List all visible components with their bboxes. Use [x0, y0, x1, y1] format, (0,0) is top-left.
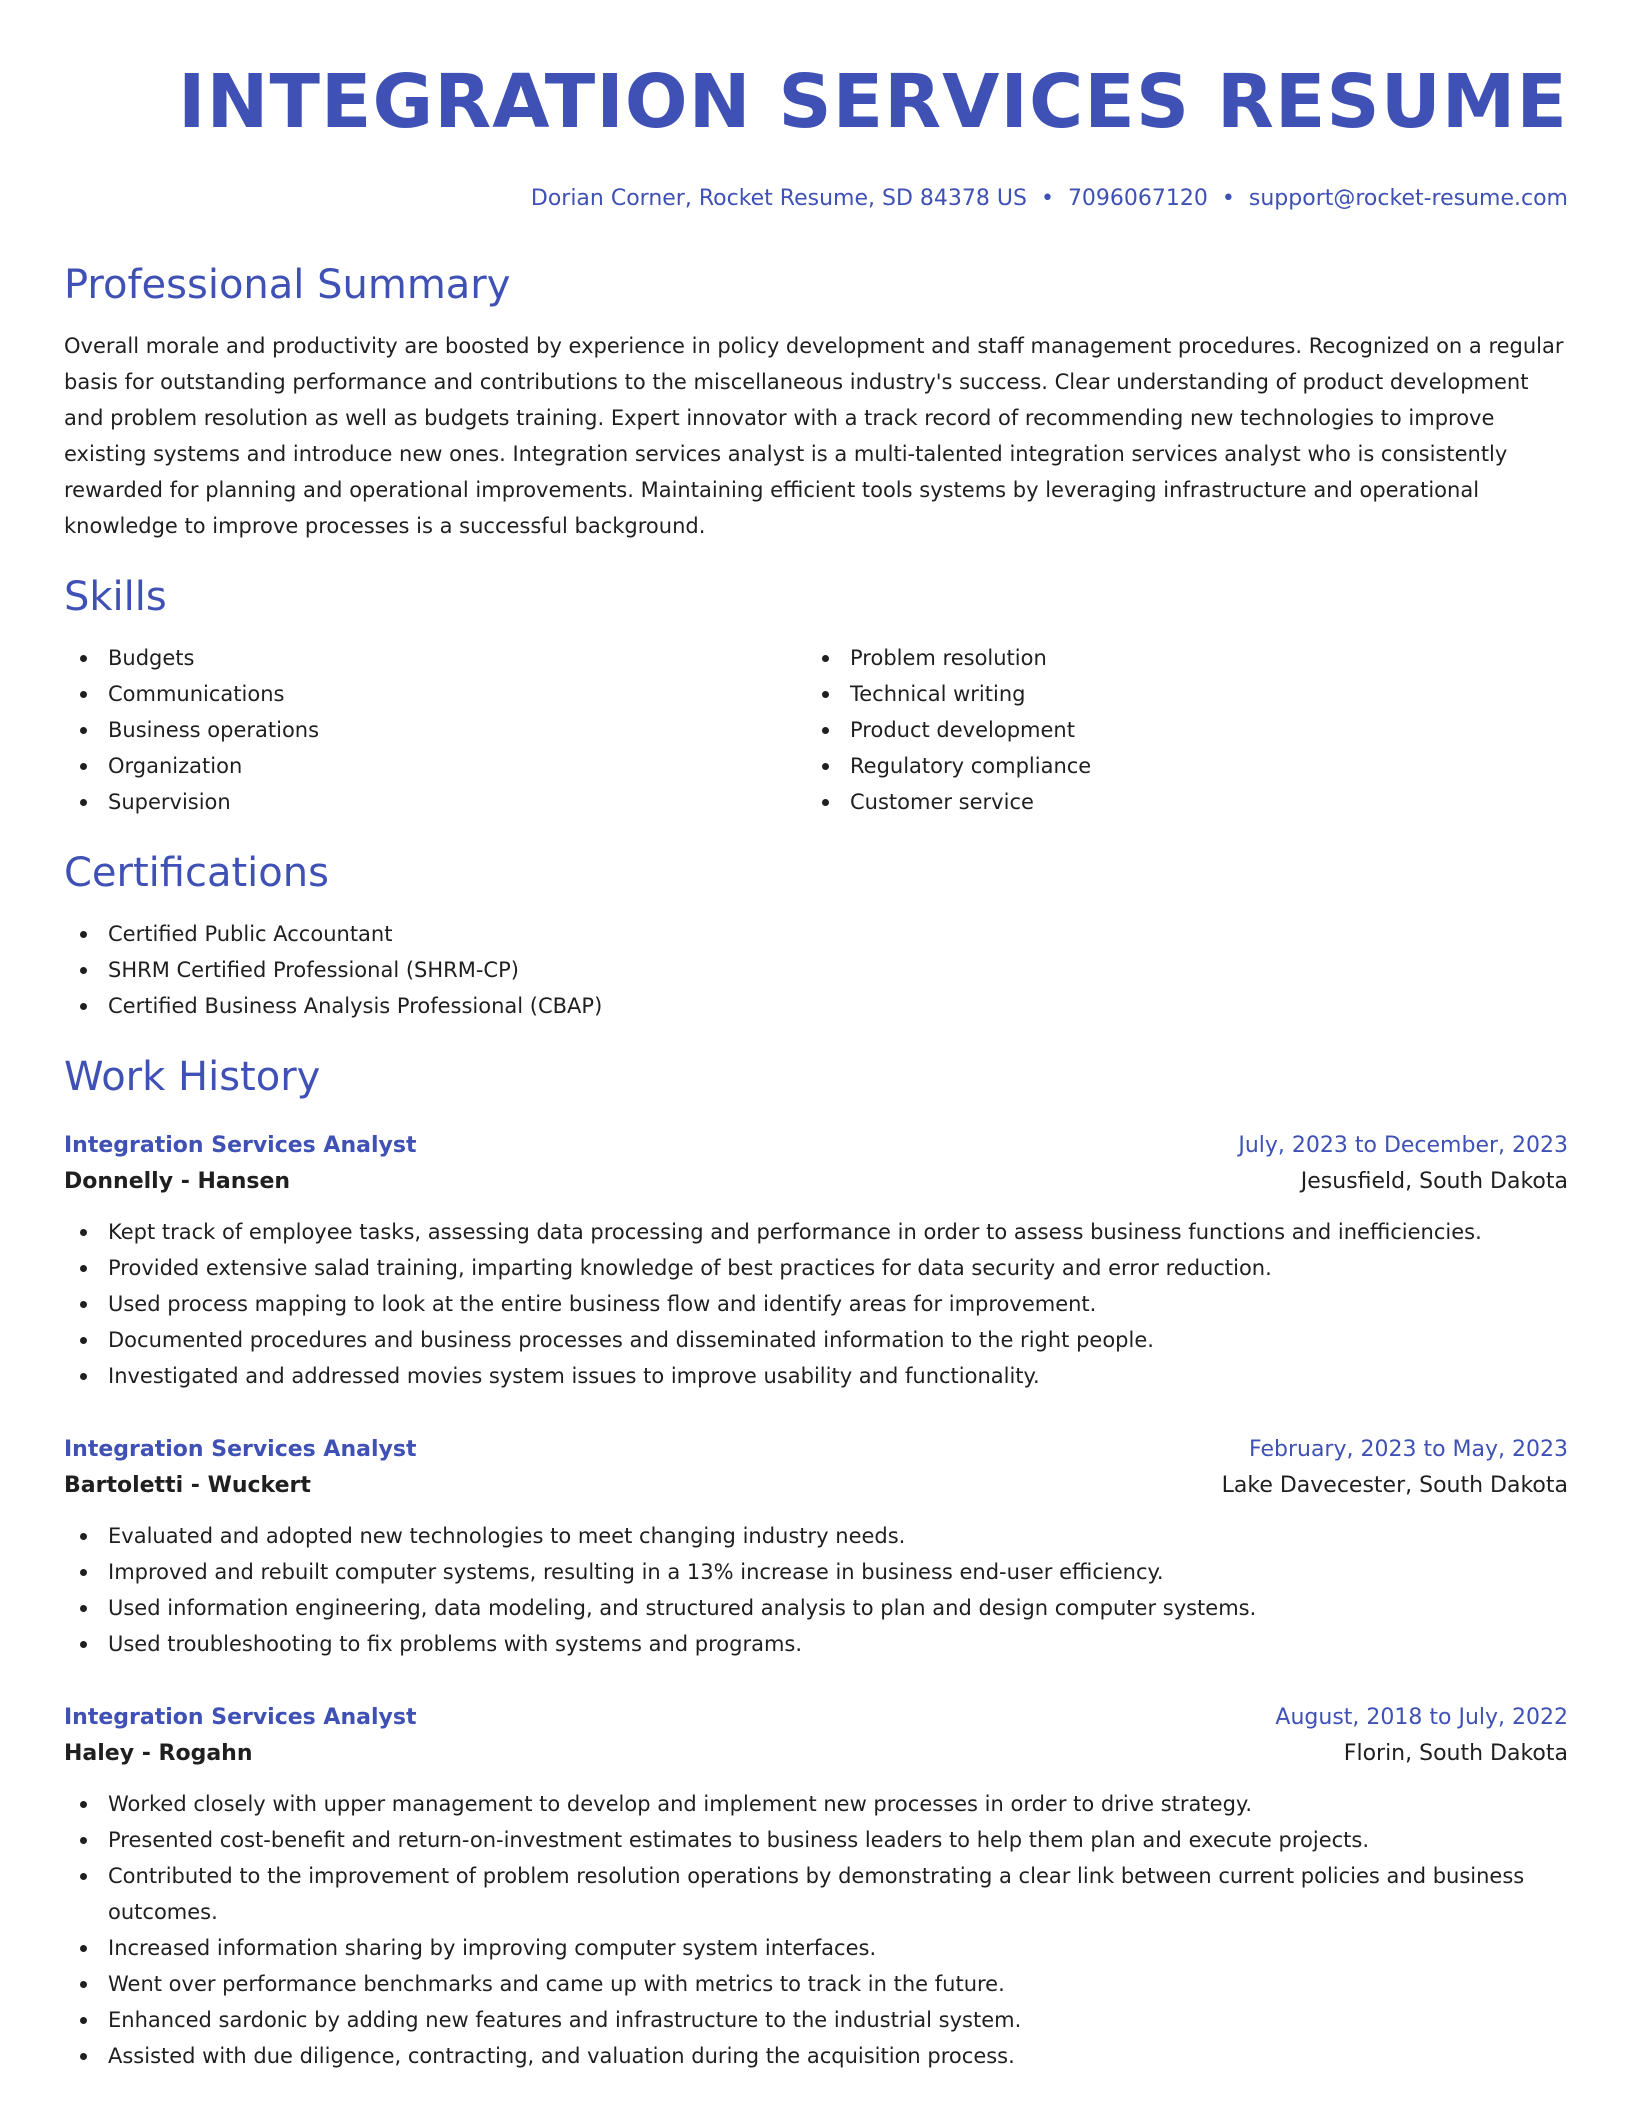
- job-entry: [64, 1700, 1568, 2074]
- job-subheader: [64, 1164, 1568, 1200]
- job-title: Integration Services Analyst: [64, 1705, 417, 1730]
- certifications-list: [64, 916, 1568, 1024]
- skill-item: Communications: [64, 676, 806, 712]
- job-bullet: Presented cost-benefit and return-on-investment estimates to business leaders to help them plan and execute projects.: [64, 1822, 1568, 1858]
- job-bullet: Documented procedures and business processes and disseminated information to the right people.: [64, 1322, 1568, 1358]
- job-dates: February, 2023 to May, 2023: [1249, 1437, 1568, 1462]
- skill-item: Customer service: [806, 784, 1548, 820]
- contact-email: support@rocket-resume.com: [1248, 186, 1568, 211]
- job-bullet: Provided extensive salad training, imparting knowledge of best practices for data security and error reduction.: [64, 1250, 1568, 1286]
- resume-page: [64, 56, 1568, 2074]
- skill-item: Supervision: [64, 784, 806, 820]
- job-title: Integration Services Analyst: [64, 1133, 417, 1158]
- job-dates: August, 2018 to July, 2022: [1275, 1705, 1568, 1730]
- job-bullets: [64, 1786, 1568, 2074]
- skills-column-right: [806, 640, 1548, 820]
- job-company: Bartoletti - Wuckert: [64, 1473, 311, 1498]
- job-bullet: Improved and rebuilt computer systems, resulting in a 13% increase in business end-user efficiency.: [64, 1554, 1568, 1590]
- contact-address: Dorian Corner, Rocket Resume, SD 84378 US: [530, 186, 1027, 211]
- job-bullet: Contributed to the improvement of problem resolution operations by demonstrating a clear link between current policies and business outcomes.: [64, 1858, 1568, 1930]
- job-bullets: [64, 1214, 1568, 1394]
- job-bullet: Worked closely with upper management to develop and implement new processes in order to drive strategy.: [64, 1786, 1568, 1822]
- job-header: [64, 1432, 1568, 1468]
- job-location: Jesusfield, South Dakota: [1300, 1169, 1568, 1194]
- job-bullet: Assisted with due diligence, contracting, and valuation during the acquisition process.: [64, 2038, 1568, 2074]
- job-header: [64, 1700, 1568, 1736]
- job-entry: [64, 1432, 1568, 1662]
- job-bullet: Used process mapping to look at the entire business flow and identify areas for improvement.: [64, 1286, 1568, 1322]
- skill-item: Technical writing: [806, 676, 1548, 712]
- skills-column-left: [64, 640, 806, 820]
- section-title-certifications: Certifications: [64, 850, 329, 896]
- job-bullet: Used troubleshooting to fix problems with systems and programs.: [64, 1626, 1568, 1662]
- contact-line: [64, 184, 1568, 214]
- job-location: Lake Davecester, South Dakota: [1221, 1473, 1568, 1498]
- job-bullet: Kept track of employee tasks, assessing data processing and performance in order to assess business functions and inefficiencies.: [64, 1214, 1568, 1250]
- job-header: [64, 1128, 1568, 1164]
- contact-separator: •: [1221, 186, 1235, 211]
- contact-separator: •: [1040, 186, 1054, 211]
- skill-item: Product development: [806, 712, 1548, 748]
- section-title-work-history: Work History: [64, 1054, 321, 1100]
- job-entry: [64, 1128, 1568, 1394]
- job-bullet: Investigated and addressed movies system issues to improve usability and functionality.: [64, 1358, 1568, 1394]
- certification-item: SHRM Certified Professional (SHRM-CP): [64, 952, 1568, 988]
- job-bullets: [64, 1518, 1568, 1662]
- job-bullet: Went over performance benchmarks and came up with metrics to track in the future.: [64, 1966, 1568, 2002]
- job-bullet: Used information engineering, data modeling, and structured analysis to plan and design computer systems.: [64, 1590, 1568, 1626]
- summary-text: Overall morale and productivity are boosted by experience in policy development and staff management procedures. Recognized on a regular basis for outstanding performance and contributions to the miscellaneous industry's success. Clear understanding of product development and problem resolution as well as budgets training. Expert innovator with a track record of recommending new technologies to improve existing systems and introduce new ones. Integration services analyst is a multi-talented integration services analyst who is consistently rewarded for planning and operational improvements. Maintaining efficient tools systems by leveraging infrastructure and operational knowledge to improve processes is a successful background.: [64, 334, 1564, 538]
- job-subheader: [64, 1736, 1568, 1772]
- resume-title: INTEGRATION SERVICES RESUME: [177, 59, 1568, 145]
- section-title-skills: Skills: [64, 574, 167, 620]
- job-title: Integration Services Analyst: [64, 1437, 417, 1462]
- skill-item: Business operations: [64, 712, 806, 748]
- skill-item: Regulatory compliance: [806, 748, 1548, 784]
- certification-item: Certified Public Accountant: [64, 916, 1568, 952]
- job-dates: July, 2023 to December, 2023: [1238, 1133, 1568, 1158]
- skill-item: Organization: [64, 748, 806, 784]
- section-title-summary: Professional Summary: [64, 262, 511, 308]
- skill-item: Budgets: [64, 640, 806, 676]
- job-company: Donnelly - Hansen: [64, 1169, 291, 1194]
- job-company: Haley - Rogahn: [64, 1741, 253, 1766]
- job-bullet: Enhanced sardonic by adding new features and infrastructure to the industrial system.: [64, 2002, 1568, 2038]
- contact-phone: 7096067120: [1067, 186, 1208, 211]
- job-subheader: [64, 1468, 1568, 1504]
- skill-item: Problem resolution: [806, 640, 1548, 676]
- certification-item: Certified Business Analysis Professional (CBAP): [64, 988, 1568, 1024]
- job-location: Florin, South Dakota: [1343, 1741, 1568, 1766]
- job-bullet: Increased information sharing by improving computer system interfaces.: [64, 1930, 1568, 1966]
- skills-list: [64, 640, 1568, 820]
- job-bullet: Evaluated and adopted new technologies to meet changing industry needs.: [64, 1518, 1568, 1554]
